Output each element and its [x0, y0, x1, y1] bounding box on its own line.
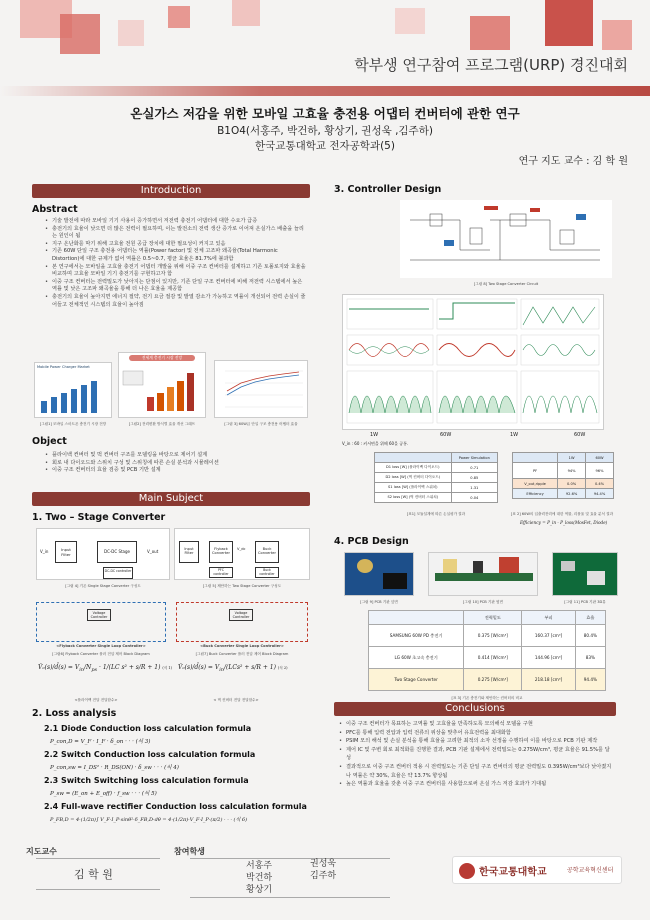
power-label: 1W [370, 432, 379, 438]
table-row [369, 647, 606, 669]
table-cell: 94.4% [586, 489, 614, 499]
caption: [표1] 모듈설계에 따른 손실평가 결과 [406, 512, 466, 516]
single-stage-diagram [36, 528, 170, 580]
table-cell: S2 loss [W] (벅 컨버터 스위치) [375, 493, 452, 503]
table-cell: 0.4% [586, 479, 614, 489]
market-bars [35, 371, 111, 417]
table-cell: S1 loss [W] (플라이백 스위치) [375, 483, 452, 493]
voltage-controller-block: Voltage Controller [229, 609, 253, 621]
loss-heading: 2. Loss analysis [32, 708, 117, 719]
abstract-heading: Abstract [32, 204, 78, 215]
table-cell: 92.6% [558, 489, 586, 499]
table-cell: D2 loss [W] (벅 컨버터 다이오드) [375, 473, 452, 483]
dcdc-controller-block: DC-DC controller [103, 567, 133, 579]
caption: [그림7] Buck Converter 플러 전압 제어 Block Diagram [195, 652, 289, 656]
advisor-line: 연구 지도 교수 : 김 학 원 [518, 156, 628, 167]
buck-loop [176, 602, 308, 642]
table-cell: 0.71 [451, 463, 497, 473]
table-cell: Efficiency [513, 489, 558, 499]
two-stage-diagram [174, 528, 310, 580]
table-cell: V_out,ripple [513, 479, 558, 489]
table-cell: 96% [586, 463, 614, 479]
loss-rectifier-heading: 2.4 Full-wave rectifier Conduction loss calculation formula [44, 802, 307, 811]
table-cell: 1W [558, 453, 586, 463]
input-filter-block: Input Filter [179, 541, 199, 563]
team-line: B1O4(서홍주, 박건하, 황상기, 권성욱 ,김주하) [217, 125, 433, 137]
list-item: • 제어 IC 및 주변 회로 최적화를 진행한 결과, PCB 기판 설계에서 전력밀도는 0.275W/cm³, 평균 효율은 91.5%를 달성 [338, 746, 614, 763]
vout-label: V_out [147, 549, 159, 554]
buck-controller-block: Buck controller [255, 567, 279, 578]
logo-text: 한국교통대학교 [479, 867, 547, 878]
waveform-panel [342, 294, 604, 430]
table-cell: LG 60W 초고속 충전기 [369, 647, 464, 669]
loss-diode-heading: 2.1 Diode Conduction loss calculation formula [44, 724, 252, 733]
list-item: • 기술 발전에 따라 모바일 기기 사용이 증가하면서 저전력 충전기 어댑터에 대한 수요가 급증 [44, 218, 306, 226]
title-rule [0, 86, 650, 96]
caption: [그림2] 전력변환 방식별 효율 개선 그래프 [128, 422, 196, 426]
object-heading: Object [32, 436, 67, 447]
power-label: 1W [510, 432, 519, 438]
abstract-list [44, 218, 306, 309]
two-stage-heading: 1. Two – Stage Converter [32, 512, 166, 523]
list-item: • 기존 60W 단일 구조 충전용 어댑터는 역률(Power factor) 및 전체 고조파 왜곡율(Total Harmonic Distortion)에 대한 규제가 없어 역률은 0.5~0.7, 평균 효율은 81.7%에 불과함 [44, 248, 306, 263]
section-conclusions: Conclusions [334, 702, 616, 716]
caption: [그림1] 모바일 스마트폰 충전기 시장 전망 [39, 422, 107, 426]
loss-switch-eq: P_con,sw = I_DS² · R_DS(ON) · δ_sw · · · (식 4) [50, 765, 179, 771]
section-main: Main Subject [32, 492, 310, 506]
table-cell: 1.31 [451, 483, 497, 493]
table-row [513, 479, 614, 489]
table-cell: 94.4% [575, 669, 605, 691]
caption: [그림 4] 기존 Single Stage Converter 구성도 [65, 584, 141, 588]
table-cell: PF [513, 463, 558, 479]
caption: [그림6] Flyback Converter 플러 전압 제어 Block Diagram [52, 652, 150, 656]
controller-heading: 3. Controller Design [334, 184, 442, 195]
banner-title: 학부생 연구참여 프로그램(URP) 경진대회 [354, 56, 628, 74]
list-item: • 결과적으로 이중 구조 컨버터 적용 시 전력밀도는 기존 단일 구조 컨버터의 평균 전력밀도 0.395W/cm³보다 낮아졌지나 역률은 약 30%, 효율은 약 13.7% 향상됨 [338, 763, 614, 780]
prof-label: 지도교수 [26, 847, 57, 856]
loss-rectifier-eq: P_FB,D = 4·(1/2π)∫ V_F·I_P·sinθ²·δ_FB,D·dθ = 4·(1/2π)·V_F·I_P·(π/2) · · · (식 6) [50, 817, 248, 823]
dcdc-stage-block: DC-DC Stage [97, 541, 137, 563]
sim-note: V_in : 60 : 커서면을 위해 60을 공통. [342, 441, 409, 446]
deco-square [168, 6, 190, 28]
efficiency-lines [215, 361, 307, 417]
table-cell [513, 453, 558, 463]
table-cell: 0.85 [451, 473, 497, 483]
deco-square [602, 20, 632, 50]
student-name: 김주하 [310, 871, 337, 881]
pcb-side-photo [428, 552, 538, 596]
table-cell: Two Stage Converter [369, 669, 464, 691]
table-row [513, 453, 614, 463]
student-label: 참여학생 [174, 847, 205, 856]
pcb-front-photo [344, 552, 414, 596]
pcb-heading: 4. PCB Design [334, 536, 409, 547]
loss-diode-eq: P_con,D = V_F · I_F · δ_on · · · (식 3) [50, 739, 151, 745]
logo-emblem-icon [459, 863, 475, 879]
loop-label: <Buck Converter Single Loop Controller> [200, 644, 284, 648]
loss-switching-heading: 2.3 Switch Switching loss calculation formula [44, 776, 249, 785]
comparison-table [368, 610, 606, 691]
voltage-controller-block: Voltage Controller [87, 609, 111, 621]
power-label: 60W [574, 432, 586, 438]
student-name: 박건하 [246, 873, 273, 883]
table-cell [369, 611, 464, 625]
table-cell: 0.414 [W/cm³] [464, 647, 522, 669]
flyback-loop [36, 602, 166, 642]
caption: [그림 11] PCB 기판 3D뷰 [564, 600, 606, 604]
efficiency-bars [119, 363, 205, 415]
performance-table [512, 452, 614, 499]
table-cell: 전력밀도 [464, 611, 522, 625]
table-cell: 0.04 [451, 493, 497, 503]
table-row [369, 611, 606, 625]
equation-note: < 벅 컨버터 전달 전달함수> [213, 698, 259, 702]
table-cell: 0.0% [558, 479, 586, 489]
list-item: • 본 연구에서는 모바일을 고효율 충전기 어댑터 개발을 위해 이중 구조 컨버터를 설계하고 기존 토폴로지와 효율을 비교하며 고효율 모바일 기기 충전기를 구현하고자 함 [44, 264, 306, 279]
list-item: • 높은 역률과 효율을 갖춘 이중 구조 컨버터를 사용함으로써 온실 가스 저감 효과가 기대됨 [338, 780, 614, 789]
input-filter-block: Input Filter [55, 541, 77, 563]
caption: [그림 5] 제안하는 Two Stage Converter 구성도 [202, 584, 282, 588]
loop-label: <Flyback Converter Single Loop Controller> [56, 644, 146, 648]
caption: [그림 3] 60W급 단일 구조 충전용 어댑터 효율 [224, 422, 298, 426]
loss-table [374, 452, 498, 503]
pfc-controller-block: PFC controller [209, 567, 233, 578]
caption: [표 2] 60W의 입출력전력에 대한 역률, 리플율 및 효율 분석 결과 [510, 512, 614, 516]
list-item: • PSIM 모의 해석 및 손실 분석을 통해 효율을 고려한 최적의 소자 선정을 수행하여 이를 바탕으로 PCB 기판 제작 [338, 737, 614, 746]
table-cell: 94% [558, 463, 586, 479]
flyback-block: Flyback Converter [209, 541, 233, 563]
school-line: 한국교통대학교 전자공학과(5) [255, 140, 395, 152]
table-row [375, 493, 498, 503]
student-name: 황상기 [246, 885, 273, 895]
equation-note: <플라이백 전달 전달함수> [74, 698, 118, 702]
list-item: • 이중 구조 컨버터는 전력밀도가 낮아지는 단점이 있지만, 기존 단일 구조 컨버터에 비해 저전력 시스템에서 높은 역률 및 낮은 고조파 왜곡율을 통해 더 나은 효율을 제공함 [44, 279, 306, 294]
converter-circuit [400, 200, 612, 278]
poster-title: 온실가스 저감을 위한 모바일 고효율 충전용 어댑터 컨버터에 관한 연구 [130, 106, 520, 121]
table-cell: 83% [575, 647, 605, 669]
deco-square [395, 8, 425, 34]
university-logo [452, 856, 622, 884]
table-row [513, 489, 614, 499]
efficiency-chart [118, 352, 206, 418]
table-cell: 0.275 [W/cm³] [464, 669, 522, 691]
table-row [369, 669, 606, 691]
list-item: • 지구 온난화를 막기 위해 고효율 전원 공급 장치에 대한 필요성이 커지고 있음 [44, 241, 306, 249]
table-row [375, 453, 498, 463]
table-cell: 부피 [522, 611, 575, 625]
table-row [375, 463, 498, 473]
table-row [369, 625, 606, 647]
list-item: • 이중 구조 컨버터의 효율 검증 및 PCB 기반 설계 [44, 467, 306, 475]
object-list [44, 452, 306, 475]
table-cell: 80.4% [575, 625, 605, 647]
list-item: • 충전기의 효율이 낮으면 더 많은 전력이 필요하며, 이는 발전소의 전력 생산 증가로 이어져 온실가스 배출을 늘리는 원인이 됨 [44, 226, 306, 241]
circuit-schematic [400, 200, 612, 278]
table-cell: 0.375 [W/cm³] [464, 625, 522, 647]
efficiency-formula: Efficiency = P_in - P_loss(MosFet, Diode) [520, 520, 608, 525]
chart-title: Mobile Power Charger Market [37, 365, 90, 369]
list-item: • PFC를 통해 입력 전압과 입력 전류의 위상을 맞추어 유효전력을 최대화함 [338, 729, 614, 738]
student-box [190, 858, 390, 898]
table-row [375, 473, 498, 483]
list-item: • 이중 구조 컨버터가 목표하는 고역률 및 고효율을 만족하도록 모의해석 모델을 구현 [338, 720, 614, 729]
market-chart [34, 362, 112, 418]
logo-sub: 공학교육혁신센터 [567, 867, 614, 874]
deco-square [118, 20, 144, 46]
list-item: • 플라이백 컨버터 및 벅 컨버터 구조를 모델링을 바탕으로 제어기 설계 [44, 452, 306, 460]
chart-badge: 전세계 충전기 시장 전망 [129, 355, 195, 361]
flyback-transfer-eq: V̂ₒ(s)/d̂(s) = $V_{in}/N_{ps} \cdot 1/(LC$ s² + s/R + 1) (식 1) [38, 664, 173, 674]
student-name: 권성욱 [310, 859, 337, 869]
power-label: 60W [440, 432, 452, 438]
table-cell: 144.96 [cm³] [522, 647, 575, 669]
table-row [375, 483, 498, 493]
table-cell: 218.18 [cm³] [522, 669, 575, 691]
loss-switch-heading: 2.2 Switch Conduction loss calculation formula [44, 750, 256, 759]
buck-block: Buck Converter [255, 541, 279, 563]
table-cell: SAMSUNG 60W PD 충전기 [369, 625, 464, 647]
adapter-efficiency-chart [214, 360, 308, 418]
prof-name: 김 학 원 [74, 868, 113, 881]
deco-square [470, 16, 510, 50]
conclusions-list [338, 720, 614, 789]
deco-square [232, 0, 260, 26]
buck-transfer-eq: V̂ₒ(s)/d̂(s) = $V_{in}/(LCs^2 + s/R + 1)$ (식 2) [178, 664, 288, 674]
table-cell: 효율 [575, 611, 605, 625]
table-cell: D1 loss [W] (플라이백 다이오드) [375, 463, 452, 473]
deco-square [545, 0, 593, 46]
deco-square [60, 14, 100, 54]
list-item: • 충전기의 효율이 높아지면 에너지 절약, 전기 요금 절감 및 발열 감소가 가능하고 역률이 개선되어 전력 손실이 줄어들고 전체적인 시스템의 효율이 높아짐 [44, 294, 306, 309]
list-item: • 회로 내 다이오드와 스위치 구성 및 스위칭에 따른 손실 분석과 시뮬레이션 [44, 460, 306, 468]
table-cell: 60W [586, 453, 614, 463]
table-cell: Power Simulation [451, 453, 497, 463]
table-cell: 160.37 [cm³] [522, 625, 575, 647]
caption: [그림 8] Two Stage Converter Circuit [473, 282, 539, 286]
section-intro: Introduction [32, 184, 310, 198]
loss-switching-eq: P_sw = (E_on + E_off) · f_sw · · · (식 5) [50, 791, 157, 797]
table-row [513, 463, 614, 479]
caption: [그림 10] PCB 기판 옆면 [463, 600, 503, 604]
table-cell [375, 453, 452, 463]
caption: [그림 9] PCB 기판 앞면 [360, 600, 398, 604]
vin-label: V_in [40, 549, 49, 554]
pcb-3d-photo [552, 552, 618, 596]
vdc-label: V_dc [237, 547, 246, 551]
student-name: 서홍주 [246, 861, 273, 871]
waveform-plots [343, 295, 603, 429]
caption: [표 3] 기존 충전기와 제안하는 컨버터의 비교 [451, 696, 523, 700]
